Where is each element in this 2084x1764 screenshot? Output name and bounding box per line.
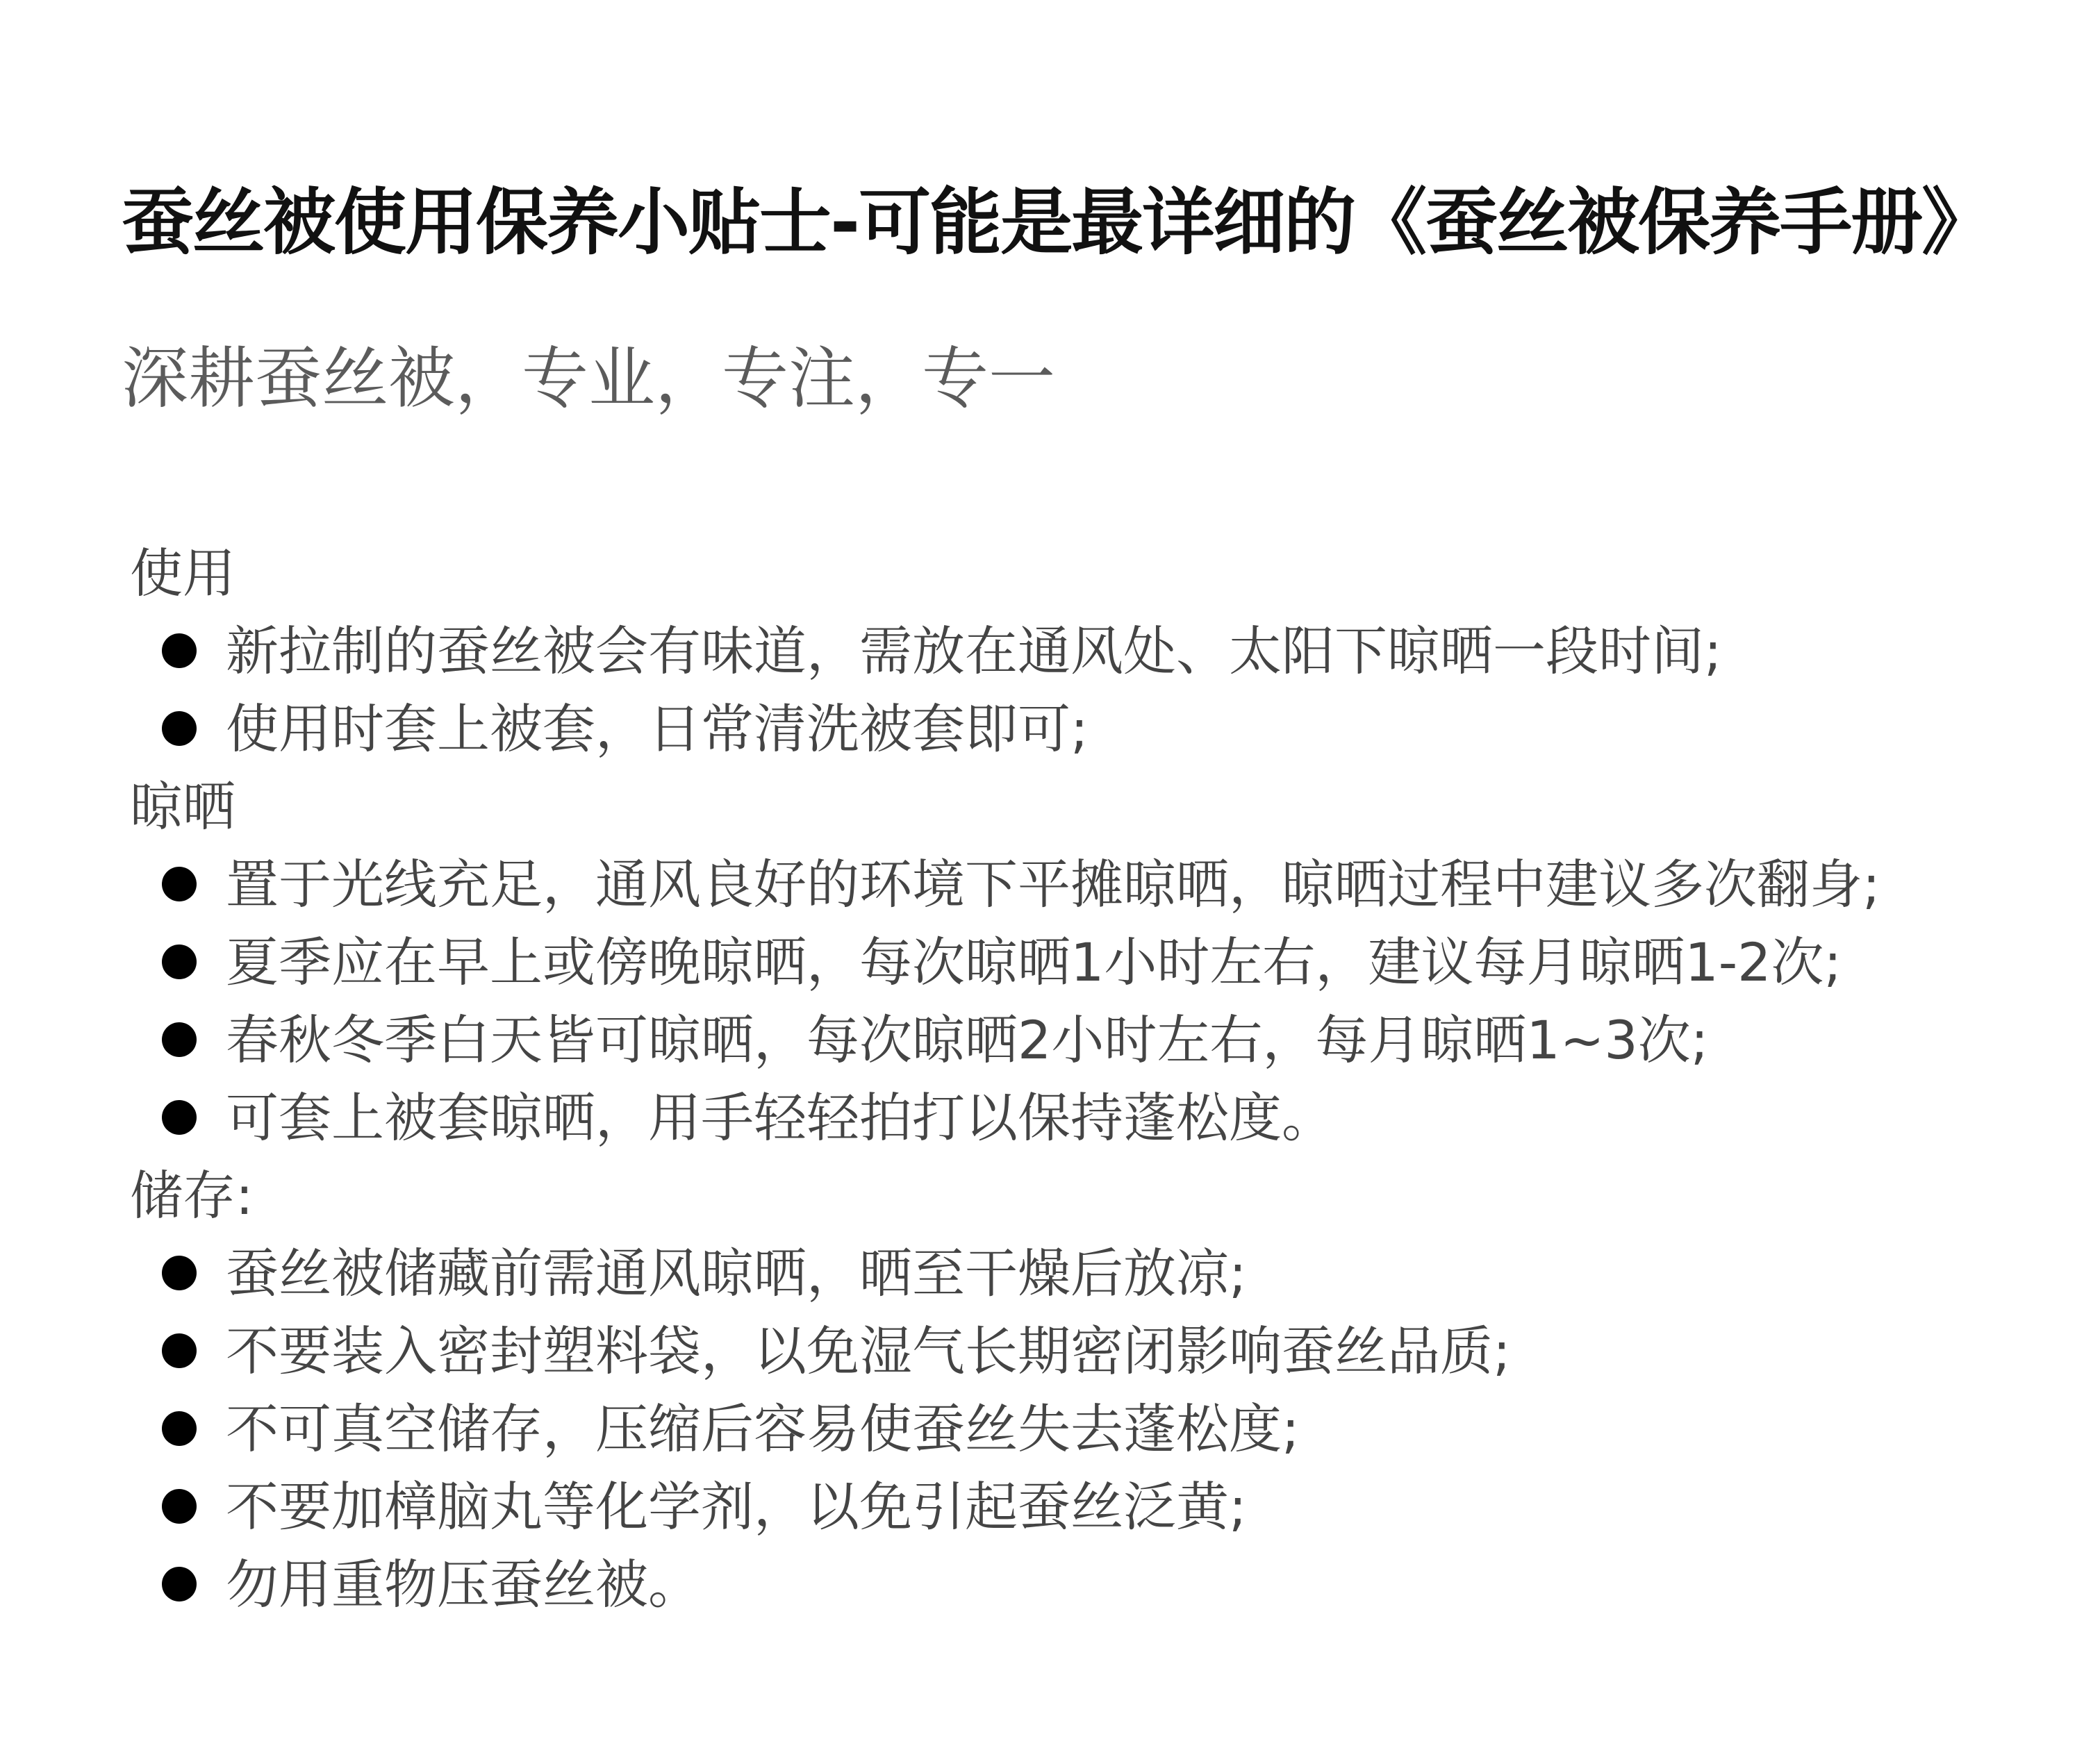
section-heading: 晾晒 (130, 776, 235, 838)
list-item (122, 1001, 2084, 1079)
list-item-text: 夏季应在早上或傍晚晾晒，每次晾晒1小时左右，建议每月晾晒1-2次; (226, 931, 1842, 993)
list-item-text: 不可真空储存，压缩后容易使蚕丝失去蓬松度; (226, 1398, 1300, 1460)
list-item-text: 置于光线充足，通风良好的环境下平摊晾晒，晾晒过程中建议多次翻身; (226, 854, 1880, 915)
bullet-icon (162, 867, 197, 901)
list-item (122, 1468, 2084, 1546)
bullet-icon (162, 633, 197, 668)
bullet-icon (162, 1567, 197, 1601)
list-item (122, 1235, 2084, 1313)
bullet-list (122, 1235, 2084, 1624)
list-item-text: 可套上被套晾晒，用手轻轻拍打以保持蓬松度。 (226, 1087, 1334, 1149)
section-drying (122, 768, 2084, 1157)
bullet-icon (162, 1333, 197, 1368)
list-item-text: 不要装入密封塑料袋，以免湿气长期密闭影响蚕丝品质; (226, 1320, 1511, 1382)
bullet-icon (162, 1256, 197, 1290)
list-item (122, 1390, 2084, 1468)
list-item-text: 不要加樟脑丸等化学剂，以免引起蚕丝泛黄; (226, 1476, 1247, 1538)
bullet-icon (162, 1411, 197, 1446)
list-item-text: 新拉制的蚕丝被会有味道，需放在通风处、太阳下晾晒一段时间; (226, 620, 1722, 682)
page-title: 蚕丝被使用保养小贴士-可能是最详细的《蚕丝被保养手册》 (122, 180, 1993, 265)
section-storage (122, 1157, 2084, 1624)
page-subtitle: 深耕蚕丝被，专业，专注，专一 (122, 340, 1055, 417)
bullet-list (122, 613, 2084, 768)
bullet-icon (162, 945, 197, 979)
bullet-icon (162, 711, 197, 746)
list-item (122, 1546, 2084, 1624)
list-item-text: 春秋冬季白天皆可晾晒，每次晾晒2小时左右，每月晾晒1~3次; (226, 1009, 1709, 1071)
section-heading: 储存: (130, 1165, 254, 1226)
bullet-icon (162, 1022, 197, 1057)
section-usage (122, 535, 2084, 768)
list-item-text: 蚕丝被储藏前需通风晾晒，晒至干燥后放凉; (226, 1242, 1247, 1304)
list-item-text: 使用时套上被套，日常清洗被套即可; (226, 698, 1089, 760)
list-item (122, 924, 2084, 1001)
list-item (122, 613, 2084, 690)
bullet-icon (162, 1100, 197, 1135)
list-item (122, 690, 2084, 768)
list-item (122, 1313, 2084, 1390)
bullet-icon (162, 1489, 197, 1524)
bullet-list (122, 846, 2084, 1157)
list-item-text: 勿用重物压蚕丝被。 (226, 1554, 701, 1615)
section-heading: 使用 (130, 542, 235, 604)
sections-container (122, 535, 2084, 1624)
list-item (122, 1079, 2084, 1157)
list-item (122, 846, 2084, 924)
